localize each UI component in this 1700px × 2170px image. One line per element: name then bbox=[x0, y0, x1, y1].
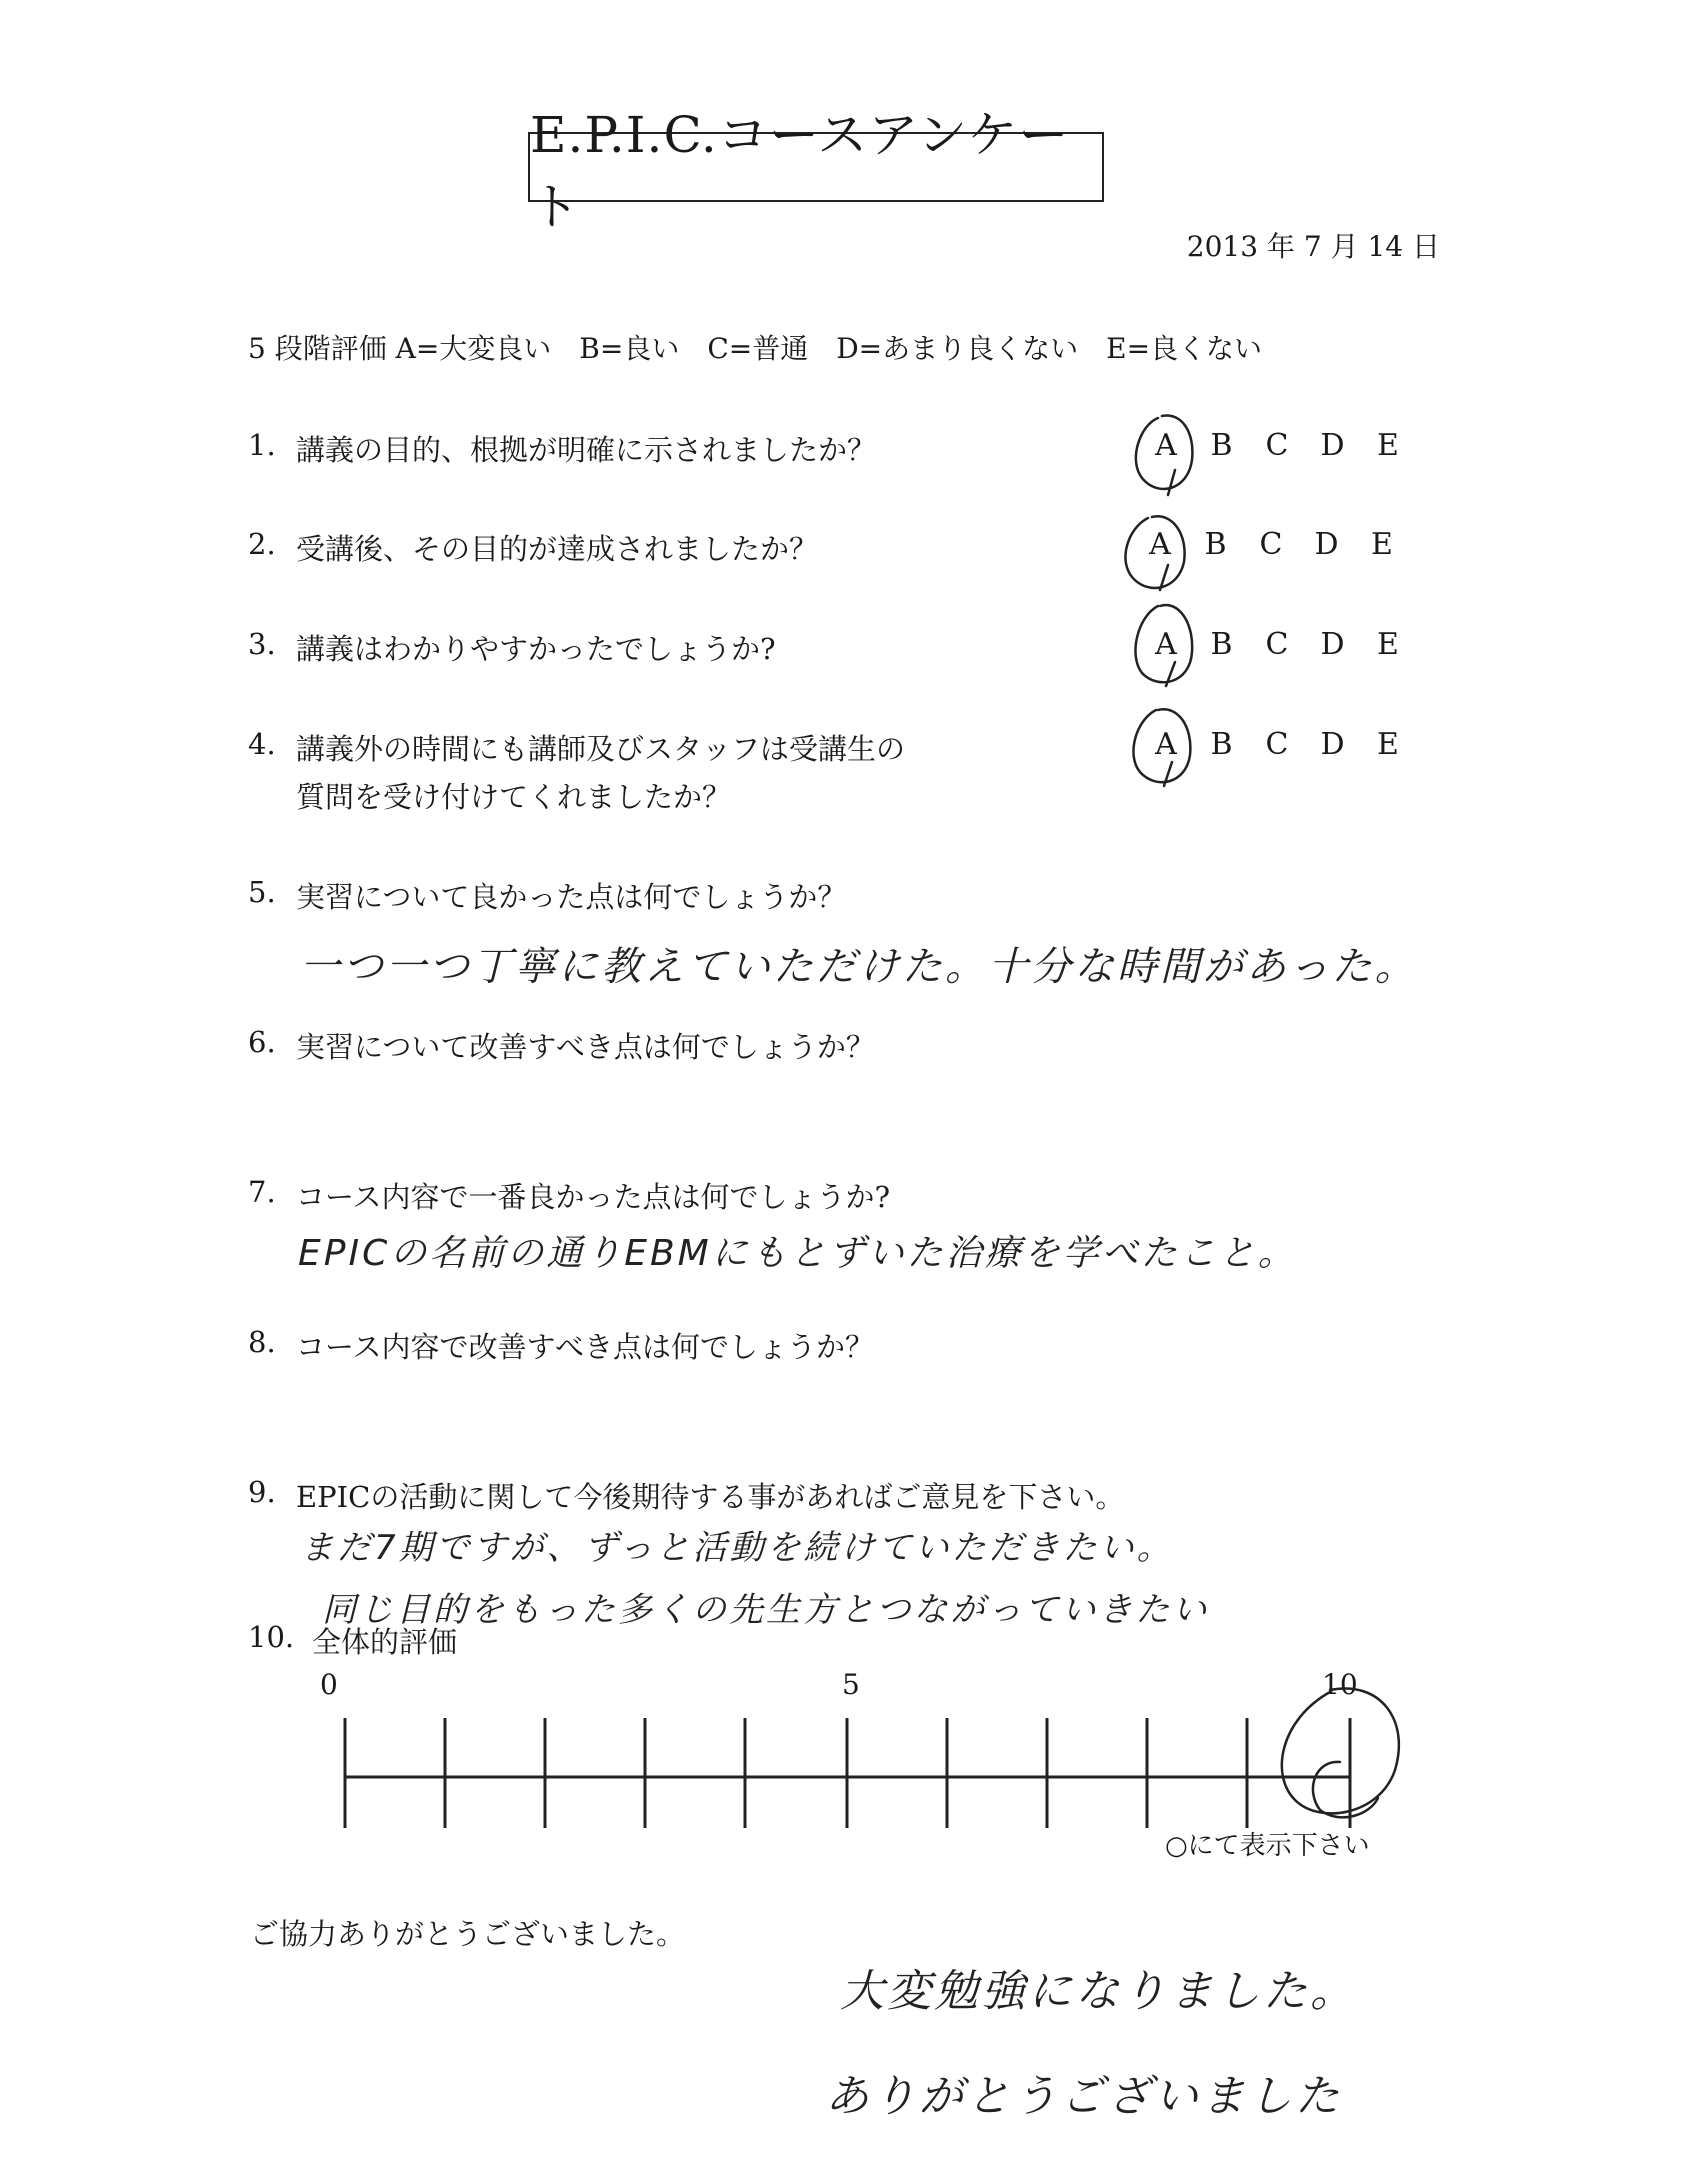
choice-e[interactable]: E bbox=[1371, 527, 1393, 562]
question-7-text: コース内容で一番良かった点は何でしょうか? bbox=[296, 1180, 891, 1214]
scale-label-0: 0 bbox=[320, 1668, 338, 1701]
choice-d[interactable]: D bbox=[1314, 527, 1339, 562]
scale-label-5: 5 bbox=[842, 1668, 860, 1701]
overall-selection-circle bbox=[1282, 1688, 1399, 1817]
choice-c[interactable]: C bbox=[1259, 527, 1283, 562]
question-9-text: EPICの活動に関して今後期待する事があればご意見を下さい。 bbox=[296, 1480, 1125, 1514]
question-5-answer[interactable]: 一つ一つ丁寧に教えていただけた。十分な時間があった。 bbox=[300, 944, 1418, 990]
choice-a[interactable]: A bbox=[1155, 727, 1177, 762]
question-1-text: 講義の目的、根拠が明確に示されましたか？ bbox=[296, 433, 877, 467]
question-1-number: 1. bbox=[248, 428, 276, 462]
form-date: 2013 年 7 月 14 日 bbox=[1186, 230, 1440, 263]
question-4-text: 講義外の時間にも講師及びスタッフは受講生の bbox=[296, 732, 906, 766]
choice-a[interactable]: A bbox=[1155, 428, 1177, 463]
form-title: E.P.I.C.コースアンケート bbox=[528, 132, 1104, 202]
handwritten-closing-line2: ありがとうございました bbox=[825, 2071, 1342, 2122]
question-10-number: 10. bbox=[248, 1620, 295, 1654]
question-6-text: 実習について改善すべき点は何でしょうか？ bbox=[296, 1030, 875, 1064]
question-3-text: 講義はわかりやすかったでしょうか? bbox=[296, 632, 776, 666]
choice-d[interactable]: D bbox=[1320, 727, 1345, 762]
q2-selection-circle bbox=[1125, 516, 1184, 590]
question-5-text: 実習について良かった点は何でしょうか？ bbox=[296, 880, 847, 914]
q4-selection-circle bbox=[1133, 709, 1190, 786]
question-7-number: 7. bbox=[248, 1175, 276, 1209]
rating-scale-note: 5 段階評価 A=大変良い B=良い C=普通 D=あまり良くない E=良くない bbox=[248, 332, 1263, 365]
question-8-number: 8. bbox=[248, 1325, 276, 1359]
choice-a[interactable]: A bbox=[1149, 527, 1171, 562]
question-9-number: 9. bbox=[248, 1475, 276, 1509]
question-6-number: 6. bbox=[248, 1025, 276, 1059]
choice-b[interactable]: B bbox=[1210, 727, 1233, 762]
rating-ruler bbox=[345, 1718, 1350, 1828]
choice-e[interactable]: E bbox=[1377, 428, 1399, 463]
question-2-text: 受講後、その目的が達成されましたか？ bbox=[296, 532, 819, 566]
question-4-text-line2: 質問を受け付けてくれましたか？ bbox=[296, 780, 732, 814]
question-10-text: 全体的評価 bbox=[312, 1625, 458, 1659]
q1-selection-circle bbox=[1136, 416, 1193, 495]
question-2-number: 2. bbox=[248, 527, 276, 561]
question-8-text: コース内容で改善すべき点は何でしょうか？ bbox=[296, 1330, 874, 1364]
question-5-number: 5. bbox=[248, 875, 276, 909]
scale-instruction: ○にて表示下さい bbox=[1165, 1831, 1370, 1861]
question-4-number: 4. bbox=[248, 727, 276, 761]
choice-b[interactable]: B bbox=[1210, 627, 1233, 662]
question-3-number: 3. bbox=[248, 627, 276, 661]
question-9-answer-line1[interactable]: まだ7期ですが、ずっと活動を続けていただきたい。 bbox=[300, 1528, 1174, 1568]
choice-e[interactable]: E bbox=[1377, 627, 1399, 662]
choice-b[interactable]: B bbox=[1204, 527, 1227, 562]
choice-e[interactable]: E bbox=[1377, 727, 1399, 762]
choice-b[interactable]: B bbox=[1210, 428, 1233, 463]
question-7-answer[interactable]: EPICの名前の通りEBMにもとずいた治療を学べたこと。 bbox=[298, 1233, 1297, 1274]
choice-c[interactable]: C bbox=[1265, 727, 1289, 762]
choice-c[interactable]: C bbox=[1265, 627, 1289, 662]
choice-a[interactable]: A bbox=[1155, 627, 1177, 662]
q3-selection-circle bbox=[1135, 605, 1192, 686]
choice-c[interactable]: C bbox=[1265, 428, 1289, 463]
closing-thanks: ご協力ありがとうございました。 bbox=[250, 1917, 686, 1951]
handwritten-closing-line1: 大変勉強になりました。 bbox=[840, 1966, 1357, 2017]
choice-d[interactable]: D bbox=[1320, 627, 1345, 662]
question-9-answer-line2[interactable]: 同じ目的をもった多くの先生方とつながっていきたい bbox=[322, 1590, 1210, 1630]
scale-label-10: 10 bbox=[1322, 1668, 1358, 1701]
choice-d[interactable]: D bbox=[1320, 428, 1345, 463]
